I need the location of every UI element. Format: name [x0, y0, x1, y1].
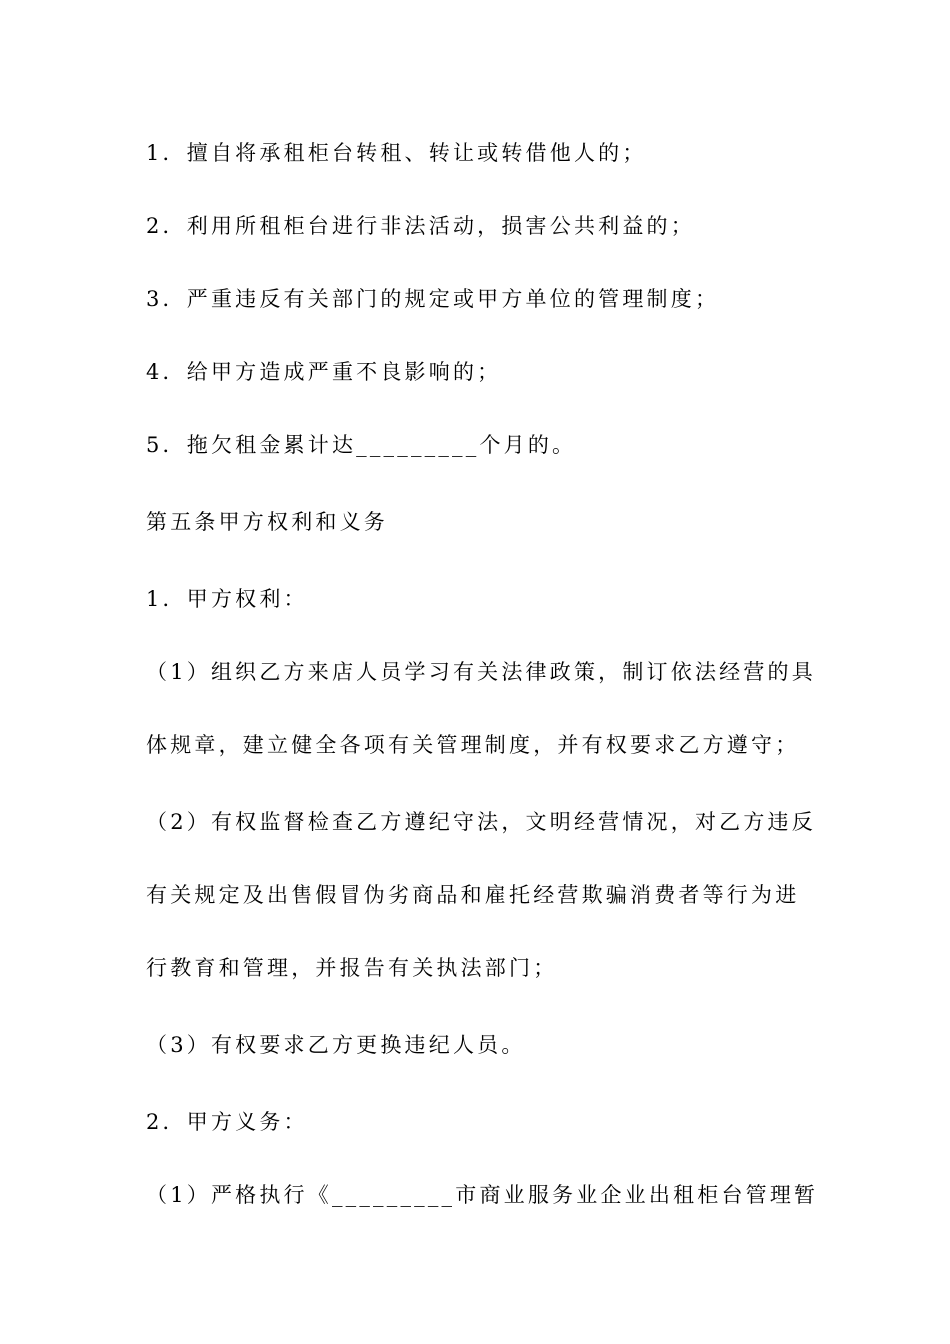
clause-item-4: 4．给甲方造成严重不良影响的；: [146, 360, 502, 384]
section-heading-rights: 1．甲方权利：: [146, 587, 308, 611]
rights-item-1-line-2: 体规章，建立健全各项有关管理制度，并有权要求乙方遵守；: [146, 733, 800, 757]
clause-item-2: 2．利用所租柜台进行非法活动，损害公共利益的；: [146, 214, 695, 238]
rights-item-2-line-3: 行教育和管理，并报告有关执法部门；: [146, 956, 558, 980]
section-heading-duties: 2．甲方义务：: [146, 1110, 308, 1134]
rights-item-3: （3）有权要求乙方更换违纪人员。: [146, 1033, 526, 1057]
rights-item-2-line-1: （2）有权监督检查乙方遵纪守法，文明经营情况，对乙方违反: [146, 810, 816, 834]
rights-item-1-line-1: （1）组织乙方来店人员学习有关法律政策，制订依法经营的具: [146, 660, 816, 684]
rights-item-2-line-2: 有关规定及出售假冒伪劣商品和雇托经营欺骗消费者等行为进: [146, 883, 800, 907]
clause-item-1: 1．擅自将承租柜台转租、转让或转借他人的；: [146, 141, 647, 165]
article-heading: 第五条甲方权利和义务: [146, 510, 388, 534]
duties-item-1-line-1: （1）严格执行《_________市商业服务业企业出租柜台管理暂: [146, 1183, 819, 1207]
clause-item-3: 3．严重违反有关部门的规定或甲方单位的管理制度；: [146, 287, 720, 311]
clause-item-5: 5．拖欠租金累计达_________个月的。: [146, 433, 577, 457]
